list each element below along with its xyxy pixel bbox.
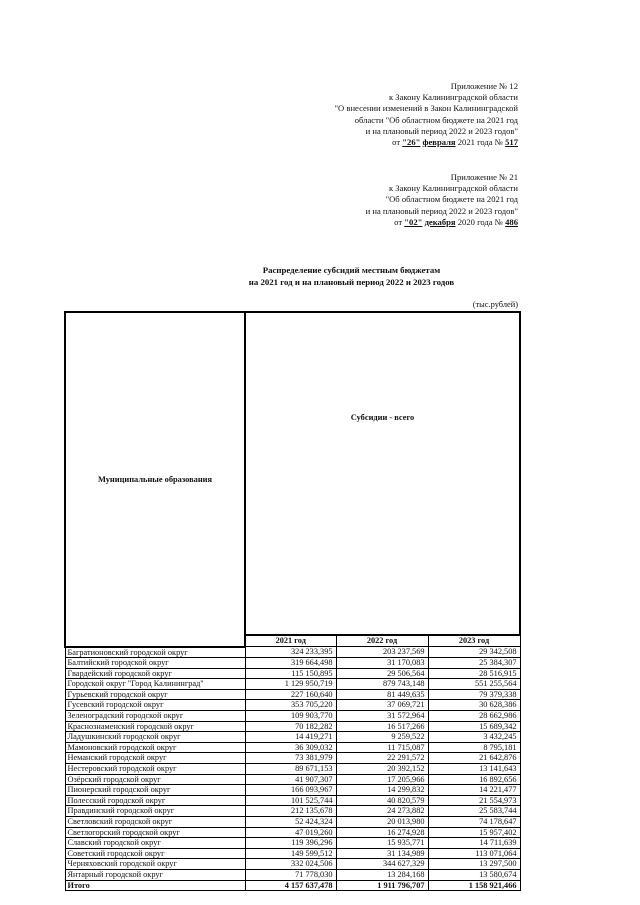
municipality-name-cell: Советский городской округ — [65, 848, 245, 859]
municipality-name-cell: Городской округ "Город Калининград" — [65, 679, 245, 690]
table-row — [65, 700, 520, 711]
subsidy-value-cell: 14 299,832 — [336, 785, 428, 796]
header-line: Приложение № 21 — [450, 172, 518, 182]
appendix-21-header — [366, 172, 518, 228]
subsidy-value-cell: 70 182,282 — [245, 721, 336, 732]
municipality-name-cell: Зеленоградский городской округ — [65, 711, 245, 722]
municipality-name-cell: Пионерский городской округ — [65, 785, 245, 796]
header-line: и на плановый период 2022 и 2023 годов" — [365, 125, 518, 136]
footer-mark: ‚ — [64, 872, 67, 881]
title-line: Распределение субсидий местным бюджетам — [262, 265, 441, 275]
municipality-name-cell: Гурьевский городской округ — [65, 689, 245, 700]
subsidy-value-cell: 89 671,153 — [245, 764, 336, 775]
table-row — [65, 764, 520, 775]
table-row — [65, 753, 520, 764]
table-body — [65, 647, 520, 891]
municipality-name-cell: Янтарный городской округ — [65, 869, 245, 880]
subsidy-value-cell: 41 907,307 — [245, 774, 336, 785]
subsidy-value-cell: 3 432,245 — [428, 732, 520, 743]
subsidy-value-cell: 28 516,915 — [428, 668, 520, 679]
municipality-name-cell: Правдинский городской округ — [65, 806, 245, 817]
subsidy-value-cell: 14 419,271 — [245, 732, 336, 743]
col-header-year: 2021 год — [245, 635, 336, 647]
subsidy-value-cell: 319 664,498 — [245, 658, 336, 669]
subsidy-value-cell: 16 517,266 — [336, 721, 428, 732]
subsidy-value-cell: 79 379,338 — [428, 689, 520, 700]
municipality-name-cell: Гусевский городской округ — [65, 700, 245, 711]
subsidy-value-cell: 31 170,083 — [336, 658, 428, 669]
subsidy-value-cell: 15 689,342 — [428, 721, 520, 732]
subsidy-value-cell: 13 580,674 — [428, 869, 520, 880]
total-row — [65, 880, 520, 891]
table-row — [65, 679, 520, 690]
table-row — [65, 774, 520, 785]
table-row — [65, 838, 520, 849]
subsidy-value-cell: 24 273,882 — [336, 806, 428, 817]
municipality-name-cell: Ладушкинский городской округ — [65, 732, 245, 743]
col-header-municipality: Муниципальные образования — [65, 312, 245, 647]
subsidy-value-cell: 101 525,744 — [245, 795, 336, 806]
subsidy-value-cell: 1 129 950,719 — [245, 679, 336, 690]
subsidy-value-cell: 8 795,181 — [428, 742, 520, 753]
header-date-line: от "02" декабря 2020 года № 486 — [394, 216, 518, 227]
subsidy-value-cell: 22 291,572 — [336, 753, 428, 764]
subsidy-value-cell: 16 892,656 — [428, 774, 520, 785]
subsidy-value-cell: 149 599,512 — [245, 848, 336, 859]
table-row — [65, 732, 520, 743]
subsidy-value-cell: 47 019,260 — [245, 827, 336, 838]
municipality-name-cell: Гвардейский городской округ — [65, 668, 245, 679]
header-date-line: от "26" февраля 2021 года № 517 — [392, 137, 518, 148]
municipality-name-cell: Светловский городской округ — [65, 817, 245, 828]
subsidy-value-cell: 37 069,721 — [336, 700, 428, 711]
table-row — [65, 647, 520, 658]
header-line: "Об областном бюджете на 2021 год — [385, 194, 518, 205]
subsidy-value-cell: 15 957,402 — [428, 827, 520, 838]
subsidy-value-cell: 11 715,087 — [336, 742, 428, 753]
subsidy-value-cell: 20 013,980 — [336, 817, 428, 828]
total-label-cell: Итого — [65, 880, 245, 891]
subsidy-value-cell: 29 342,508 — [428, 647, 520, 658]
subsidy-value-cell: 36 309,032 — [245, 742, 336, 753]
subsidy-value-cell: 119 396,296 — [245, 838, 336, 849]
subsidy-value-cell: 14 221,477 — [428, 785, 520, 796]
subsidy-value-cell: 113 071,064 — [428, 848, 520, 859]
subsidy-value-cell: 21 642,876 — [428, 753, 520, 764]
municipality-name-cell: Светлогорский городской округ — [65, 827, 245, 838]
table-row — [65, 658, 520, 669]
subsidy-value-cell: 9 259,522 — [336, 732, 428, 743]
municipality-name-cell: Черняховский городской округ — [65, 859, 245, 870]
unit-label: (тыс.рублей) — [472, 300, 518, 309]
municipality-name-cell: Озёрский городской округ — [65, 774, 245, 785]
subsidy-value-cell: 73 381,979 — [245, 753, 336, 764]
subsidy-value-cell: 21 554,973 — [428, 795, 520, 806]
subsidy-value-cell: 20 392,152 — [336, 764, 428, 775]
col-header-subsidies: Субсидии - всего — [245, 312, 520, 635]
col-header-year: 2022 год — [336, 635, 428, 647]
table-row — [65, 721, 520, 732]
subsidy-value-cell: 212 135,678 — [245, 806, 336, 817]
subsidy-value-cell: 81 449,635 — [336, 689, 428, 700]
subsidy-value-cell: 74 178,647 — [428, 817, 520, 828]
header-line: "О внесении изменений в Закон Калининградской — [334, 103, 518, 114]
subsidy-value-cell: 166 093,967 — [245, 785, 336, 796]
table-row — [65, 848, 520, 859]
subsidy-value-cell: 203 237,569 — [336, 647, 428, 658]
municipality-name-cell: Неманский городской округ — [65, 753, 245, 764]
subsidy-value-cell: 31 134,989 — [336, 848, 428, 859]
table-row — [65, 668, 520, 679]
subsidy-value-cell: 879 743,148 — [336, 679, 428, 690]
table-row — [65, 711, 520, 722]
subsidy-value-cell: 227 160,640 — [245, 689, 336, 700]
table-row — [65, 742, 520, 753]
table-row — [65, 785, 520, 796]
subsidy-value-cell: 13 141,643 — [428, 764, 520, 775]
subsidy-value-cell: 353 705,220 — [245, 700, 336, 711]
subsidy-value-cell: 25 583,744 — [428, 806, 520, 817]
table-row — [65, 806, 520, 817]
table-row — [65, 859, 520, 870]
subsidy-value-cell: 14 711,639 — [428, 838, 520, 849]
header-line: области "Об областном бюджете на 2021 год — [354, 114, 518, 125]
header-line: и на плановый период 2022 и 2023 годов" — [365, 205, 518, 216]
table-row — [65, 869, 520, 880]
subsidy-value-cell: 332 024,506 — [245, 859, 336, 870]
header-line: к Закону Калининградской области — [388, 183, 518, 194]
subsidy-value-cell: 115 150,895 — [245, 668, 336, 679]
header-line: Приложение № 12 — [450, 81, 518, 91]
municipality-name-cell: Мамоновский городской округ — [65, 742, 245, 753]
total-value-cell: 1 158 921,466 — [428, 880, 520, 891]
municipality-name-cell: Нестеровский городской округ — [65, 764, 245, 775]
subsidy-value-cell: 52 424,324 — [245, 817, 336, 828]
subsidy-value-cell: 324 233,395 — [245, 647, 336, 658]
document-title — [213, 265, 490, 288]
subsidy-value-cell: 40 820,579 — [336, 795, 428, 806]
municipality-name-cell: Славский городской округ — [65, 838, 245, 849]
subsidy-value-cell: 31 572,964 — [336, 711, 428, 722]
table-row — [65, 827, 520, 838]
total-value-cell: 4 157 637,478 — [245, 880, 336, 891]
municipality-name-cell: Краснознаменский городской округ — [65, 721, 245, 732]
appendix-12-header — [335, 81, 518, 148]
subsidy-value-cell: 344 627,329 — [336, 859, 428, 870]
table-row — [65, 817, 520, 828]
subsidy-value-cell: 30 628,386 — [428, 700, 520, 711]
subsidies-table — [64, 311, 521, 891]
subsidy-value-cell: 16 274,928 — [336, 827, 428, 838]
subsidy-value-cell: 551 255,564 — [428, 679, 520, 690]
subsidy-value-cell: 71 778,030 — [245, 869, 336, 880]
table-row — [65, 689, 520, 700]
subsidy-value-cell: 28 662,986 — [428, 711, 520, 722]
subsidy-value-cell: 109 903,770 — [245, 711, 336, 722]
subsidy-value-cell: 29 506,564 — [336, 668, 428, 679]
title-line: на 2021 год и на плановый период 2022 и 2023 годов — [248, 276, 455, 287]
municipality-name-cell: Балтийский городской округ — [65, 658, 245, 669]
subsidy-value-cell: 13 297,500 — [428, 859, 520, 870]
subsidy-value-cell: 25 384,307 — [428, 658, 520, 669]
col-header-year: 2023 год — [428, 635, 520, 647]
subsidy-value-cell: 17 205,966 — [336, 774, 428, 785]
subsidy-value-cell: 15 935,771 — [336, 838, 428, 849]
subsidy-value-cell: 13 284,168 — [336, 869, 428, 880]
municipality-name-cell: Багратионовский городской округ — [65, 647, 245, 658]
total-value-cell: 1 911 796,707 — [336, 880, 428, 891]
table-row — [65, 795, 520, 806]
header-line: к Закону Калининградской области — [388, 92, 518, 103]
municipality-name-cell: Полесский городской округ — [65, 795, 245, 806]
